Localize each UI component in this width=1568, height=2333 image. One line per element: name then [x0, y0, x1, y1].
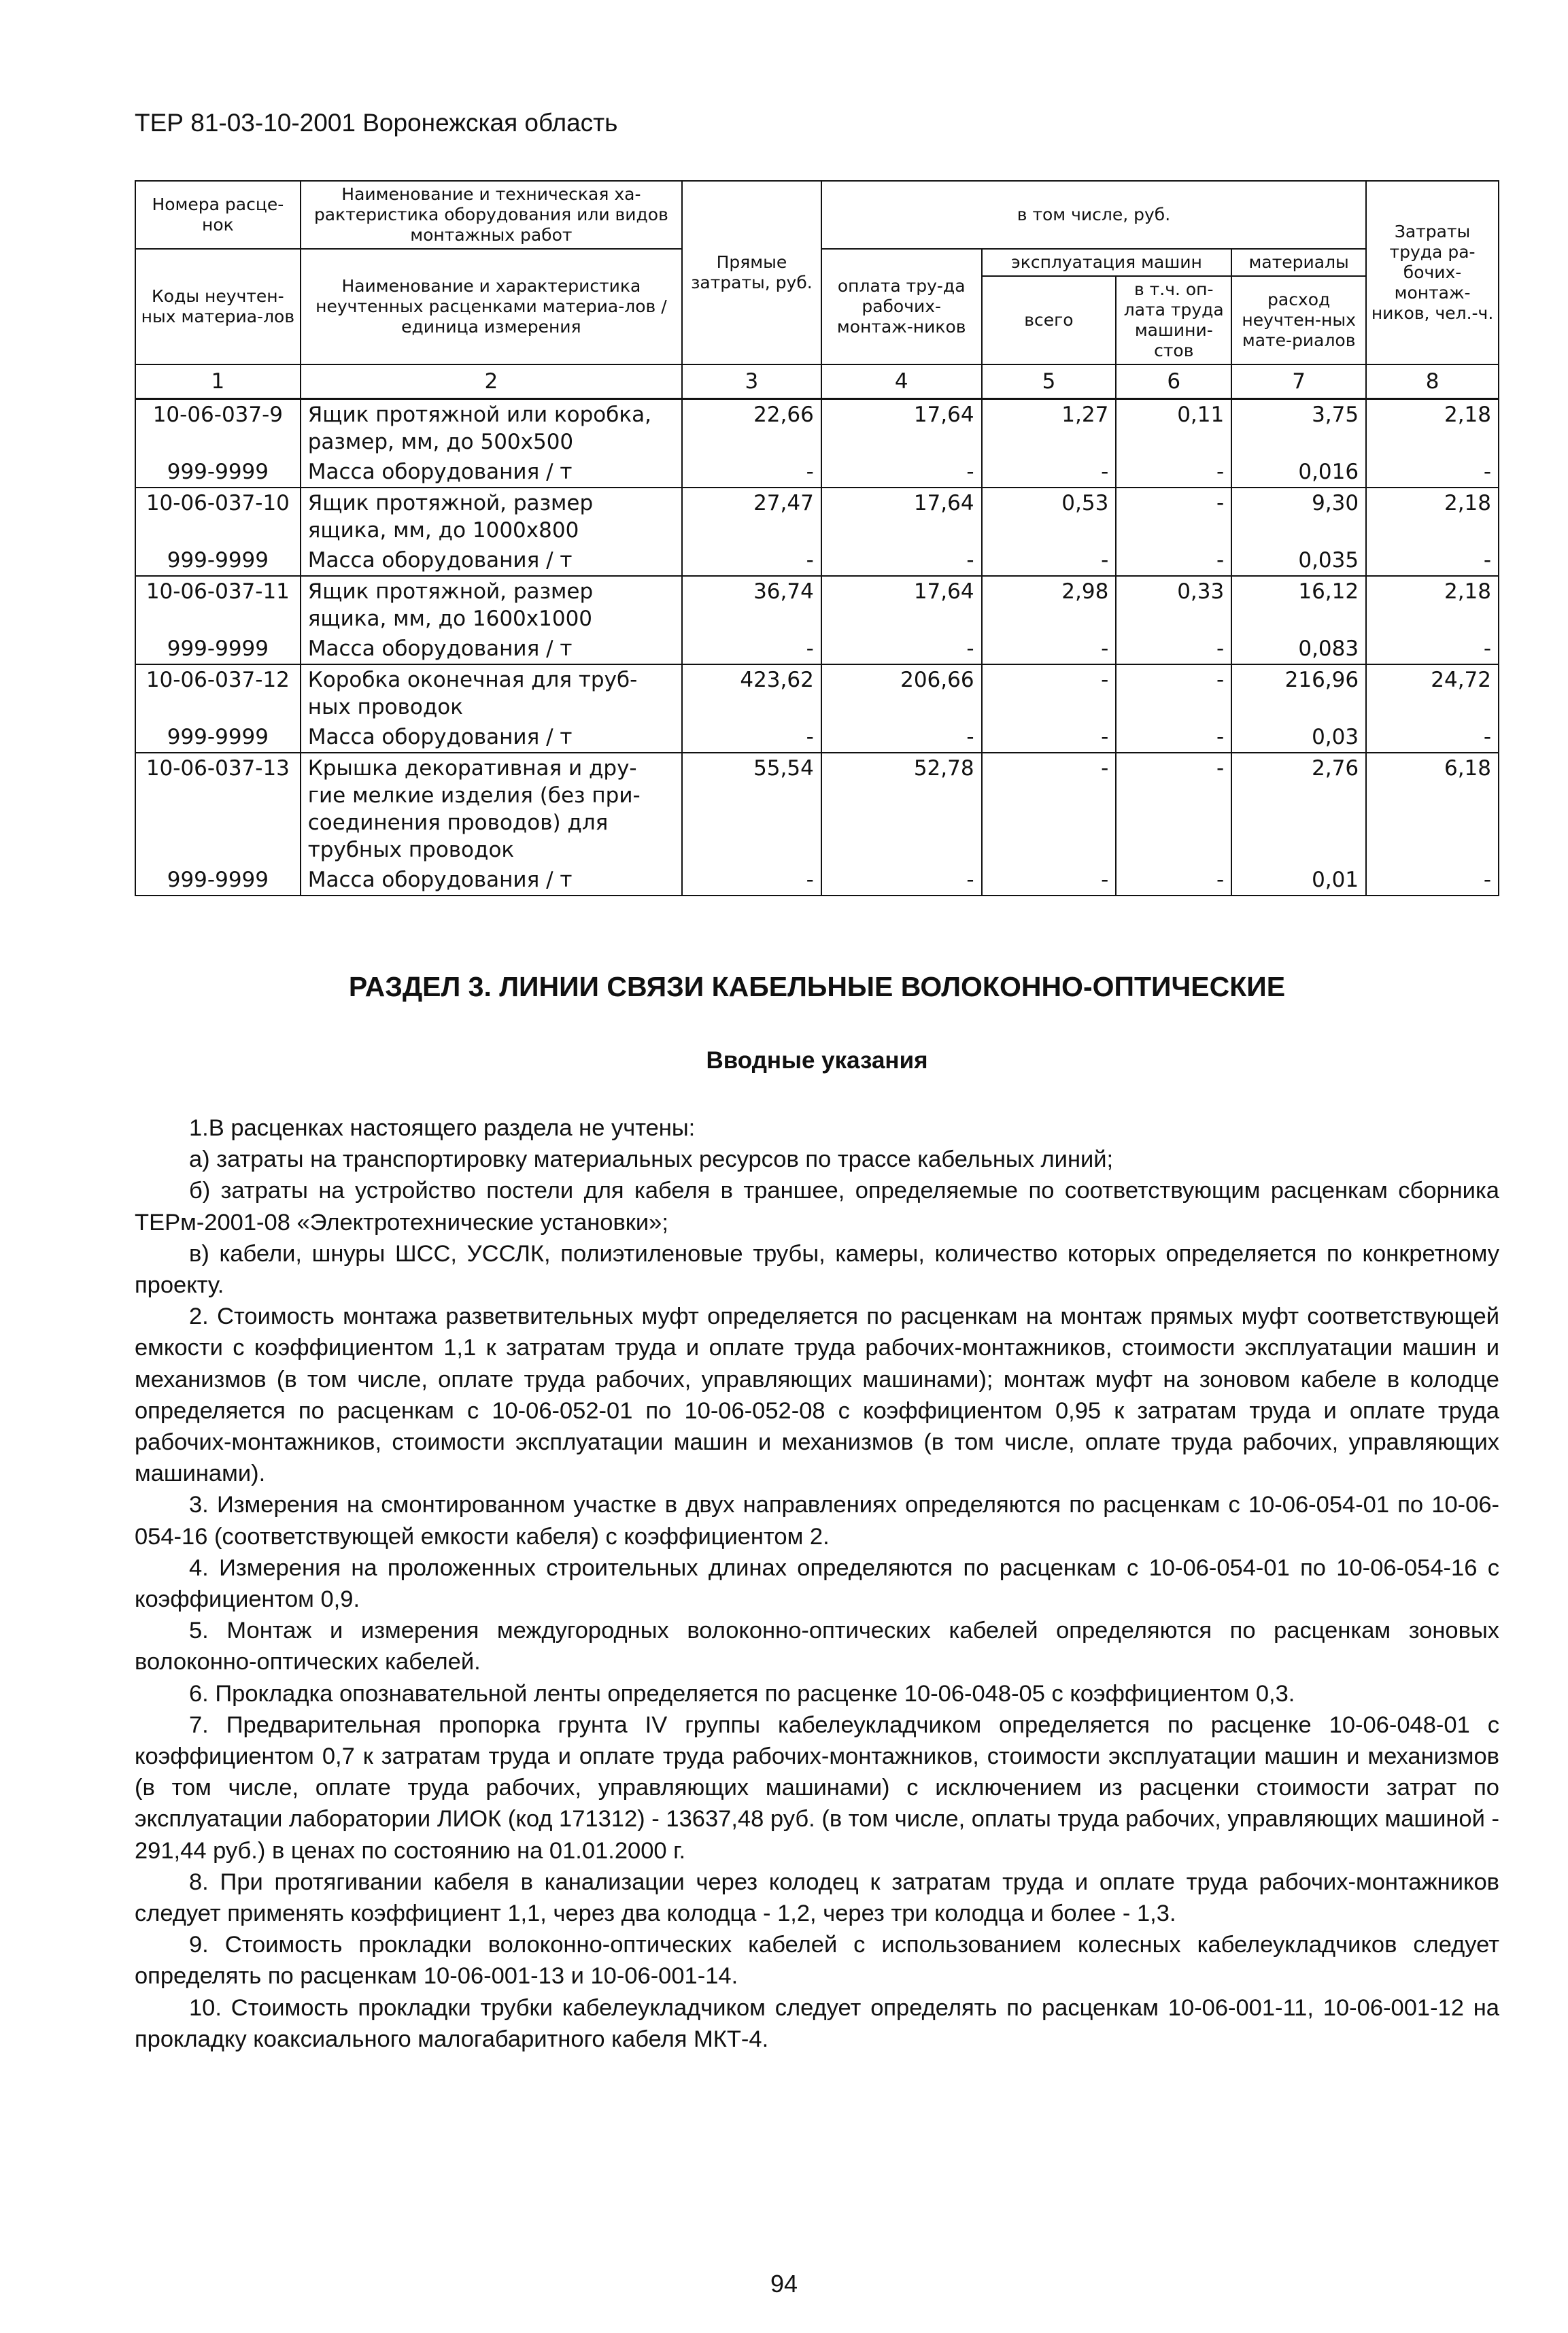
cost-value: 2,18 [1366, 488, 1499, 545]
cost-value: 24,72 [1366, 664, 1499, 722]
header-machinist-wages: в т.ч. оп-лата труда машини-стов [1116, 276, 1231, 364]
cost-value: 2,98 [982, 576, 1117, 634]
table-row [135, 664, 1499, 722]
paragraph: 9. Стоимость прокладки волоконно-оптических кабелей с использованием колесных кабелеукладчиков следует определять по расценкам 10-06-001-13 и 10-06-001-14. [135, 1932, 1499, 1990]
cost-value: - [982, 664, 1117, 722]
cost-value: 52,78 [821, 753, 982, 865]
cost-value: 9,30 [1231, 488, 1366, 545]
subsection-title: Вводные указания [706, 1047, 928, 1074]
rate-code: 10-06-037-13 [135, 753, 301, 865]
material-code: 999-9999 [135, 545, 301, 576]
header-name: Наименование и техническая ха-рактеристика оборудования или видов монтажных работ [301, 181, 682, 249]
header-material-name: Наименование и характеристика неучтенных расценками материа-лов / единица измерения [301, 249, 682, 364]
material-value: - [1116, 457, 1231, 488]
column-number: 1 [135, 364, 301, 399]
rates-table [135, 180, 1499, 896]
material-value: 0,01 [1231, 865, 1366, 896]
material-name: Масса оборудования / т [301, 865, 682, 896]
work-name: Ящик протяжной, размер ящика, мм, до 1600x1000 [301, 576, 682, 634]
header-material-codes: Коды неучтен-ных материа-лов [135, 249, 301, 364]
cost-value: 2,18 [1366, 399, 1499, 458]
cost-value: 2,18 [1366, 576, 1499, 634]
material-name: Масса оборудования / т [301, 457, 682, 488]
cost-value: 6,18 [1366, 753, 1499, 865]
column-number: 4 [821, 364, 982, 399]
running-header: ТЕР 81-03-10-2001 Воронежская область [135, 109, 618, 137]
material-row [135, 634, 1499, 664]
cost-value: 423,62 [682, 664, 821, 722]
material-row [135, 722, 1499, 753]
material-code: 999-9999 [135, 634, 301, 664]
header-machines-total: всего [982, 276, 1117, 364]
material-value: - [682, 722, 821, 753]
table-row [135, 753, 1499, 865]
material-value: - [1116, 545, 1231, 576]
column-number: 3 [682, 364, 821, 399]
header-materials: материалы [1231, 249, 1366, 276]
page-number: 94 [770, 2270, 798, 2298]
material-value: 0,035 [1231, 545, 1366, 576]
header-machines: эксплуатация машин [982, 249, 1232, 276]
material-name: Масса оборудования / т [301, 722, 682, 753]
material-value: - [1366, 865, 1499, 896]
work-name: Коробка оконечная для труб-ных проводок [301, 664, 682, 722]
cost-value: 17,64 [821, 488, 982, 545]
cost-value: 1,27 [982, 399, 1117, 458]
material-value: - [1116, 634, 1231, 664]
cost-value: - [1116, 488, 1231, 545]
material-value: - [1366, 634, 1499, 664]
material-name: Масса оборудования / т [301, 634, 682, 664]
cost-value: 27,47 [682, 488, 821, 545]
paragraph: 5. Монтаж и измерения междугородных волоконно-оптических кабелей определяются по расценкам зоновых волоконно-оптических кабелей. [135, 1618, 1499, 1675]
material-value: - [682, 545, 821, 576]
material-value: - [682, 865, 821, 896]
material-value: - [821, 634, 982, 664]
cost-value: 2,76 [1231, 753, 1366, 865]
cost-value: 17,64 [821, 399, 982, 458]
column-number: 2 [301, 364, 682, 399]
paragraph: б) затраты на устройство постели для кабеля в траншее, определяемые по соответствующим расценкам сборника ТЕРм-2001-08 «Электротехнические установки»; [135, 1178, 1499, 1236]
paragraph: 2. Стоимость монтажа разветвительных муфт определяется по расценкам на монтаж прямых муфт соответствующей емкости с коэффициентом 1,1 к затратам труда и оплате труда рабочих-монтажников, стоимости эксплуатации машин и механизмов (в том числе, оплате труда рабочих, управляющих машинами); монтаж муфт на зоновом кабеле в колодце определяется по расценкам с 10-06-052-01 по 10-06-052-08 с коэффициентом 0,95 к затратам труда и оплате труда рабочих-монтажников, стоимости эксплуатации машин и механизмов (в том числе, оплате труда рабочих, управляющих машинами). [135, 1304, 1499, 1487]
material-row [135, 545, 1499, 576]
cost-value: 0,33 [1116, 576, 1231, 634]
material-value: - [682, 457, 821, 488]
header-rate-numbers: Номера расце-нок [135, 181, 301, 249]
material-value: - [821, 865, 982, 896]
material-value: - [682, 634, 821, 664]
cost-value: 16,12 [1231, 576, 1366, 634]
column-number: 6 [1116, 364, 1231, 399]
work-name: Крышка декоративная и дру-гие мелкие изделия (без при-соединения проводов) для трубных проводок [301, 753, 682, 865]
material-value: - [1116, 722, 1231, 753]
material-name: Масса оборудования / т [301, 545, 682, 576]
material-value: - [982, 545, 1117, 576]
material-value: - [821, 722, 982, 753]
header-direct-costs: Прямые затраты, руб. [682, 181, 821, 364]
material-code: 999-9999 [135, 865, 301, 896]
material-value: - [821, 457, 982, 488]
material-value: 0,016 [1231, 457, 1366, 488]
cost-value: 216,96 [1231, 664, 1366, 722]
material-value: - [1366, 457, 1499, 488]
material-value: 0,03 [1231, 722, 1366, 753]
header-labor: Затраты труда ра-бочих-монтаж-ников, чел.-ч. [1366, 181, 1499, 364]
paragraph: а) затраты на транспортировку материальных ресурсов по трассе кабельных линий; [189, 1146, 1114, 1173]
table-row [135, 399, 1499, 458]
cost-value: 0,11 [1116, 399, 1231, 458]
paragraph: 1.В расценках настоящего раздела не учтены: [189, 1115, 696, 1141]
material-value: - [821, 545, 982, 576]
material-value: - [1366, 545, 1499, 576]
cost-value: 55,54 [682, 753, 821, 865]
material-value: - [1116, 865, 1231, 896]
cost-value: 3,75 [1231, 399, 1366, 458]
material-value: - [1366, 722, 1499, 753]
paragraph: 10. Стоимость прокладки трубки кабелеукладчиком следует определять по расценкам 10-06-001-11, 10-06-001-12 на прокладку коаксиального малогабаритного кабеля МКТ-4. [135, 1994, 1499, 2052]
paragraph: 7. Предварительная пропорка грунта IV группы кабелеукладчиком определяется по расценке 10-06-048-01 с коэффициентом 0,7 к затратам труда и оплате труда рабочих-монтажников, стоимости эксплуатации машин и механизмов (в том числе, оплате труда рабочих, управляющих машинами) с исключением из расценки стоимости затрат по эксплуатации лаборатории ЛИОК (код 171312) - 13637,48 руб. (в том числе, оплаты труда рабочих, управляющих машиной - 291,44 руб.) в ценах по состоянию на 01.01.2000 г. [135, 1712, 1499, 1864]
cost-value: 36,74 [682, 576, 821, 634]
material-value: - [982, 457, 1117, 488]
cost-value: - [1116, 753, 1231, 865]
cost-value: - [982, 753, 1117, 865]
work-name: Ящик протяжной, размер ящика, мм, до 1000x800 [301, 488, 682, 545]
paragraph: 4. Измерения на проложенных строительных длинах определяются по расценкам с 10-06-054-01 по 10-06-054-16 с коэффициентом 0,9. [135, 1554, 1499, 1613]
header-including: в том числе, руб. [821, 181, 1366, 249]
material-code: 999-9999 [135, 722, 301, 753]
material-value: - [982, 634, 1117, 664]
material-row [135, 457, 1499, 488]
rate-code: 10-06-037-9 [135, 399, 301, 458]
cost-value: 0,53 [982, 488, 1117, 545]
rate-code: 10-06-037-10 [135, 488, 301, 545]
paragraph: 8. При протягивании кабеля в канализации через колодец к затратам труда и оплате труда рабочих-монтажников следует применять коэффициент 1,1, через два колодца - 1,2, через три колодца и более - 1,3. [135, 1869, 1499, 1927]
header-material-usage: расход неучтен-ных мате-риалов [1231, 276, 1366, 364]
introductory-notes [135, 1112, 1499, 2055]
table-row [135, 576, 1499, 634]
work-name: Ящик протяжной или коробка, размер, мм, до 500x500 [301, 399, 682, 458]
table-row [135, 488, 1499, 545]
cost-value: 206,66 [821, 664, 982, 722]
section-title: РАЗДЕЛ 3. ЛИНИИ СВЯЗИ КАБЕЛЬНЫЕ ВОЛОКОННО-ОПТИЧЕСКИЕ [348, 971, 1286, 1002]
paragraph: 3. Измерения на смонтированном участке в двух направлениях определяются по расценкам с 10-06-054-01 по 10-06-054-16 (соответствующей емкости кабеля) с коэффициентом 2. [135, 1492, 1499, 1550]
column-number: 8 [1366, 364, 1499, 399]
cost-value: - [1116, 664, 1231, 722]
material-value: 0,083 [1231, 634, 1366, 664]
rate-code: 10-06-037-12 [135, 664, 301, 722]
column-number: 7 [1231, 364, 1366, 399]
column-number: 5 [982, 364, 1117, 399]
header-wages: оплата тру-да рабочих-монтаж-ников [821, 249, 982, 364]
material-code: 999-9999 [135, 457, 301, 488]
material-value: - [982, 865, 1117, 896]
cost-value: 17,64 [821, 576, 982, 634]
paragraph: 6. Прокладка опознавательной ленты определяется по расценке 10-06-048-05 с коэффициентом 0,3. [189, 1680, 1295, 1707]
rate-code: 10-06-037-11 [135, 576, 301, 634]
paragraph: в) кабели, шнуры ШСС, УССЛК, полиэтиленовые трубы, камеры, количество которых определяется по конкретному проекту. [135, 1240, 1499, 1299]
material-value: - [982, 722, 1117, 753]
cost-value: 22,66 [682, 399, 821, 458]
material-row [135, 865, 1499, 896]
